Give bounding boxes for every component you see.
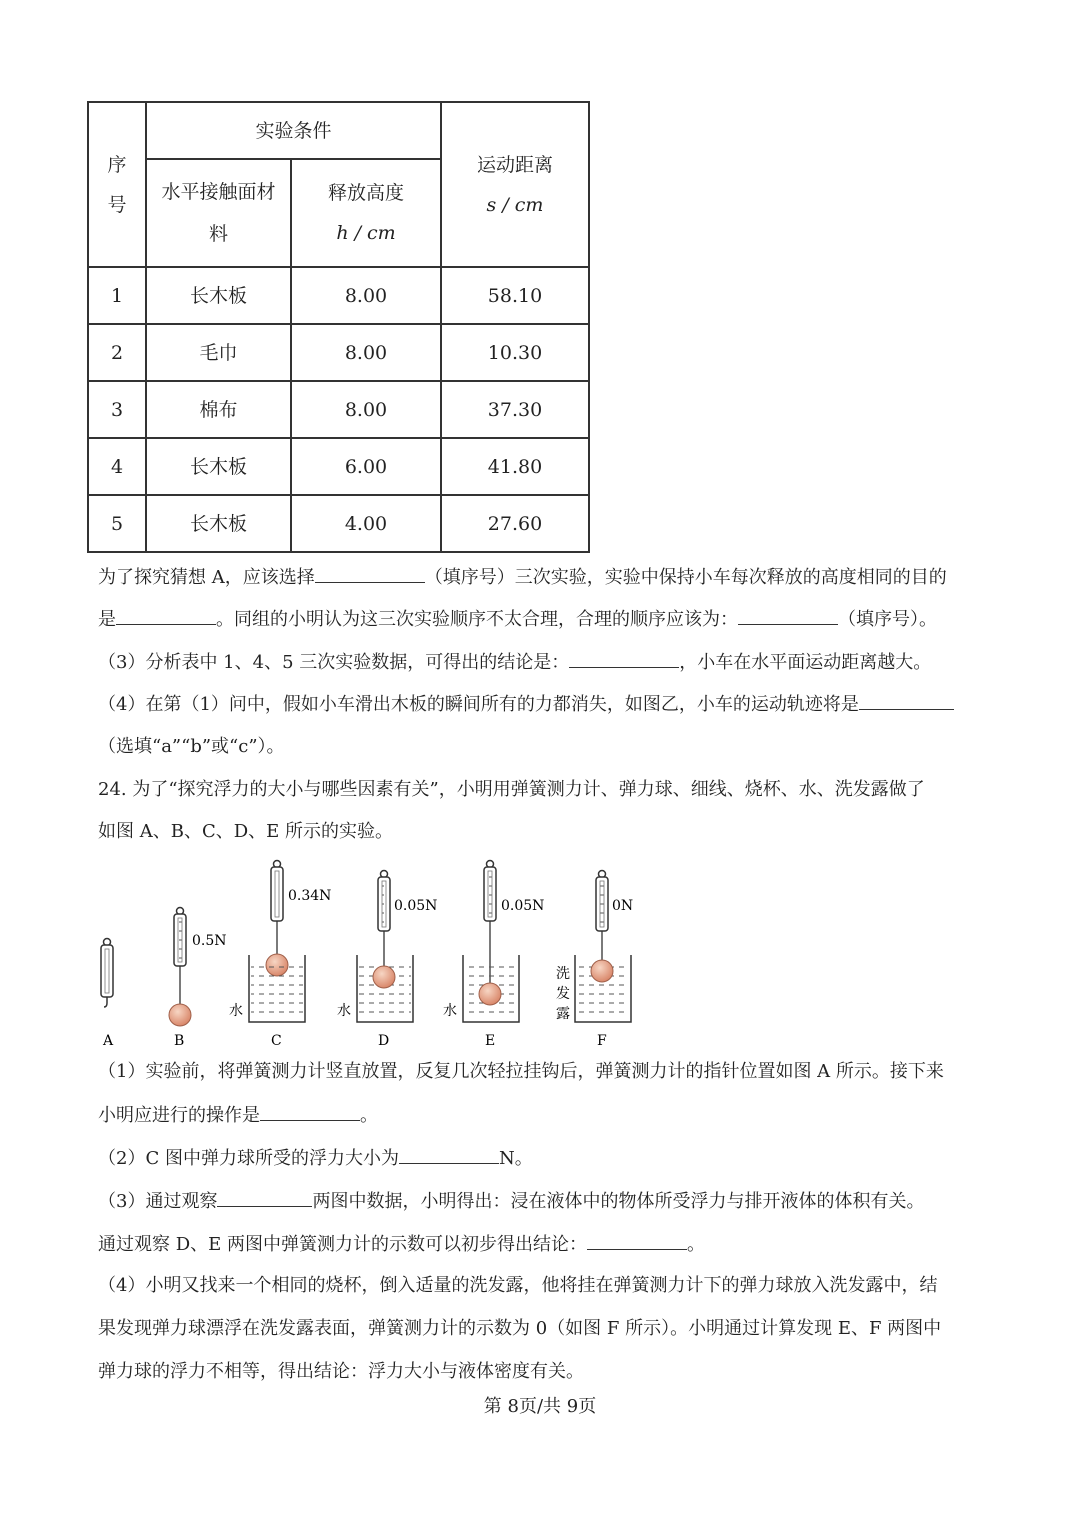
shampoo-label-1: 洗 [556,966,570,982]
page-footer: 第 8页/共 9页 [483,1396,597,1417]
spring-scale-d [357,871,413,1023]
header-distance: 运动距离 s / cm [441,102,589,267]
table-row: 1 长木板 8.00 58.10 [88,267,589,324]
label-b: B [174,1033,185,1049]
q24-part3-line1: （3）通过观察 两图中数据，小明得出：浸在液体中的物体所受浮力与排开液体的体积有关。 [98,1186,988,1217]
table-row: 5 长木板 4.00 27.60 [88,495,589,552]
water-label-e: 水 [443,1003,457,1019]
spring-scale-c [249,861,305,1023]
shampoo-label-2: 发 [556,986,570,1002]
spring-scale-e [463,861,519,1023]
water-label-d: 水 [337,1003,351,1019]
label-f: F [597,1033,607,1049]
q23-part4-line1: （4）在第（1）问中，假如小车滑出木板的瞬间所有的力都消失，如图乙，小车的运动轨迹将是 [98,689,988,720]
table-row: 3 棉布 8.00 37.30 [88,381,589,438]
q24-part1-line2: 小明应进行的操作是 。 [98,1100,988,1131]
reading-b: 0.5N [192,933,227,949]
water-label-c: 水 [229,1003,243,1019]
header-material: 水平接触面材料 [146,159,291,267]
spring-scale-f [575,871,634,1023]
label-c: C [271,1033,282,1049]
q24-part2: （2）C 图中弹力球所受的浮力大小为 N。 [98,1143,988,1174]
reading-e: 0.05N [501,898,545,914]
table-row: 4 长木板 6.00 41.80 [88,438,589,495]
reading-f: 0N [612,898,634,914]
label-e: E [485,1033,496,1049]
spring-scale-b [169,908,191,1027]
answer-blank[interactable] [859,689,954,710]
q24-stem-2: 如图 A、B、C、D、E 所示的实验。 [98,821,394,842]
q24-part1-line1: （1）实验前，将弹簧测力计竖直放置，反复几次轻拉挂钩后，弹簧测力计的指针位置如图 A 所示。接下来 [98,1061,944,1082]
q23-part3: （3）分析表中 1、4、5 三次实验数据，可得出的结论是： ，小车在水平面运动距离越大。 [98,647,988,678]
header-index: 序号 [88,102,146,267]
reading-c: 0.34N [288,888,332,904]
q24-stem-1: 24. 为了“探究浮力的大小与哪些因素有关”，小明用弹簧测力计、弹力球、细线、烧杯、水、洗发露做了 [98,779,925,800]
table-row: 2 毛巾 8.00 10.30 [88,324,589,381]
q24-part4-line2: 果发现弹力球漂浮在洗发露表面，弹簧测力计的示数为 0（如图 F 所示）。小明通过计算发现 E、F 两图中 [98,1318,942,1339]
buoyancy-figure [88,855,648,1055]
answer-blank[interactable] [738,604,838,625]
experiment-table [87,101,590,553]
header-height: 释放高度 h / cm [291,159,441,267]
label-a: A [103,1033,114,1049]
q24-part4-line1: （4）小明又找来一个相同的烧杯，倒入适量的洗发露，他将挂在弹簧测力计下的弹力球放入洗发露中，结 [98,1275,938,1296]
answer-blank[interactable] [217,1186,312,1207]
header-conditions: 实验条件 [146,102,441,159]
q23-part4-line2: （选填“a”“b”或“c”）。 [98,736,285,757]
answer-blank[interactable] [315,562,425,583]
shampoo-label-3: 露 [556,1006,570,1022]
answer-blank[interactable] [569,647,679,668]
q23-line-2: 是 。同组的小明认为这三次实验顺序不太合理，合理的顺序应该为： （填序号）。 [98,604,988,635]
answer-blank[interactable] [399,1143,499,1164]
label-d: D [378,1033,390,1049]
answer-blank[interactable] [116,604,216,625]
answer-blank[interactable] [587,1229,687,1250]
answer-blank[interactable] [260,1100,360,1121]
q23-line-1: 为了探究猜想 A，应该选择 （填序号）三次实验，实验中保持小车每次释放的高度相同的目的 [98,562,988,593]
spring-scale-a [101,939,113,1008]
q24-part3-line2: 通过观察 D、E 两图中弹簧测力计的示数可以初步得出结论： 。 [98,1229,988,1260]
reading-d: 0.05N [394,898,438,914]
q24-part4-line3: 弹力球的浮力不相等，得出结论：浮力大小与液体密度有关。 [98,1361,584,1382]
